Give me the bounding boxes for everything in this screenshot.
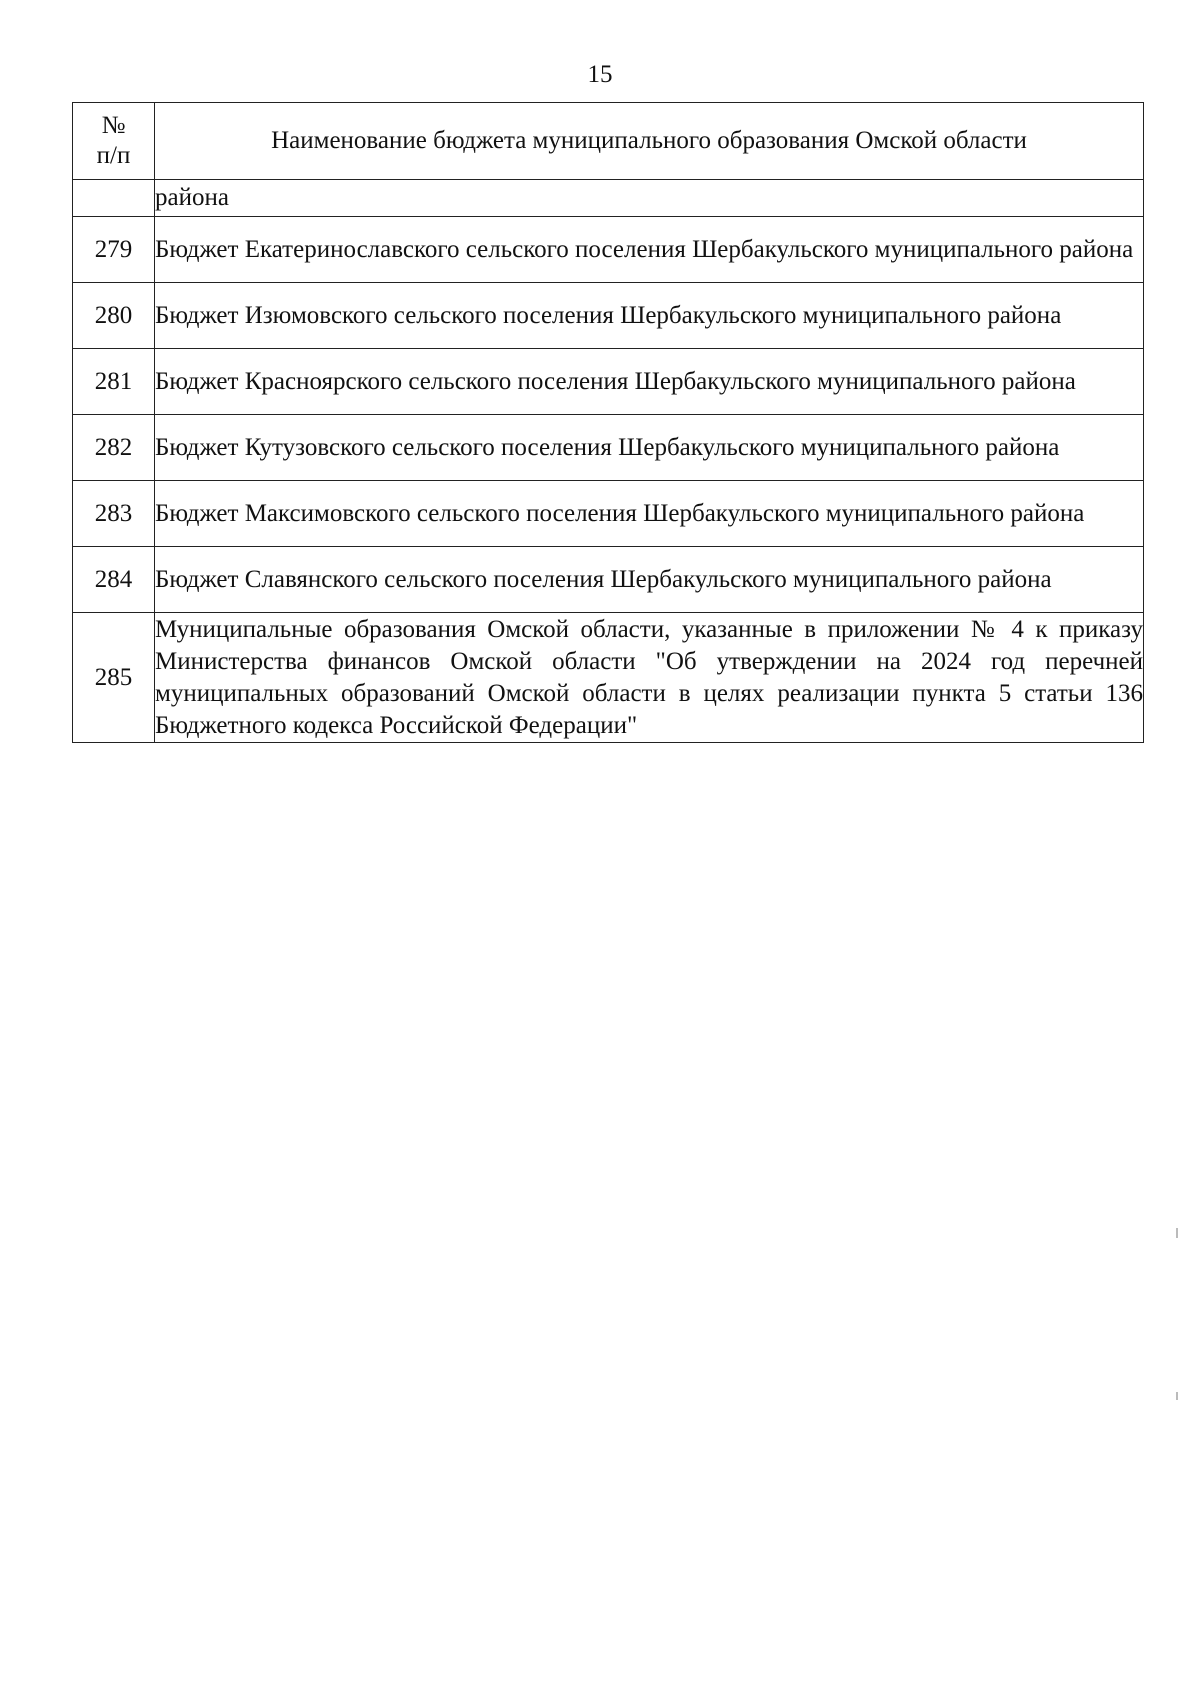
row-name: Бюджет Изюмовского сельского поселения Шербакульского муниципального района [155,283,1144,349]
header-number-column [73,103,155,180]
table-row [73,481,1144,547]
scan-edge-mark [1176,1392,1178,1400]
row-number [73,180,155,217]
row-name: Бюджет Славянского сельского поселения Шербакульского муниципального района [155,547,1144,613]
table-row [73,349,1144,415]
header-number-symbol: № [101,112,126,139]
table-header-row [73,103,1144,180]
row-number: 283 [73,481,155,547]
row-number: 281 [73,349,155,415]
row-number: 284 [73,547,155,613]
row-number: 285 [73,613,155,743]
table-row [73,283,1144,349]
budget-table [72,102,1144,743]
row-name: Бюджет Екатеринославского сельского поселения Шербакульского муниципального района [155,217,1144,283]
row-name: района [155,180,1144,217]
header-name-column: Наименование бюджета муниципального образования Омской области [155,103,1144,180]
table-row [73,217,1144,283]
scan-edge-mark [1176,1228,1178,1238]
row-number: 280 [73,283,155,349]
row-name: Бюджет Кутузовского сельского поселения Шербакульского муниципального района [155,415,1144,481]
header-number-abbrev: п/п [96,142,131,169]
table-row [73,415,1144,481]
table-row [73,180,1144,217]
row-name: Бюджет Максимовского сельского поселения Шербакульского муниципального района [155,481,1144,547]
page-number: 15 [587,61,613,88]
row-number: 282 [73,415,155,481]
table-row [73,613,1144,743]
table-row [73,547,1144,613]
row-name: Муниципальные образования Омской области, указанные в приложении № 4 к приказу Министерства финансов Омской области "Об утверждении на 2024 год перечней муниципальных образований Омской области в целях реализации пункта 5 статьи 136 Бюджетного кодекса Российской Федерации" [155,613,1144,743]
row-name: Бюджет Красноярского сельского поселения Шербакульского муниципального района [155,349,1144,415]
row-number: 279 [73,217,155,283]
